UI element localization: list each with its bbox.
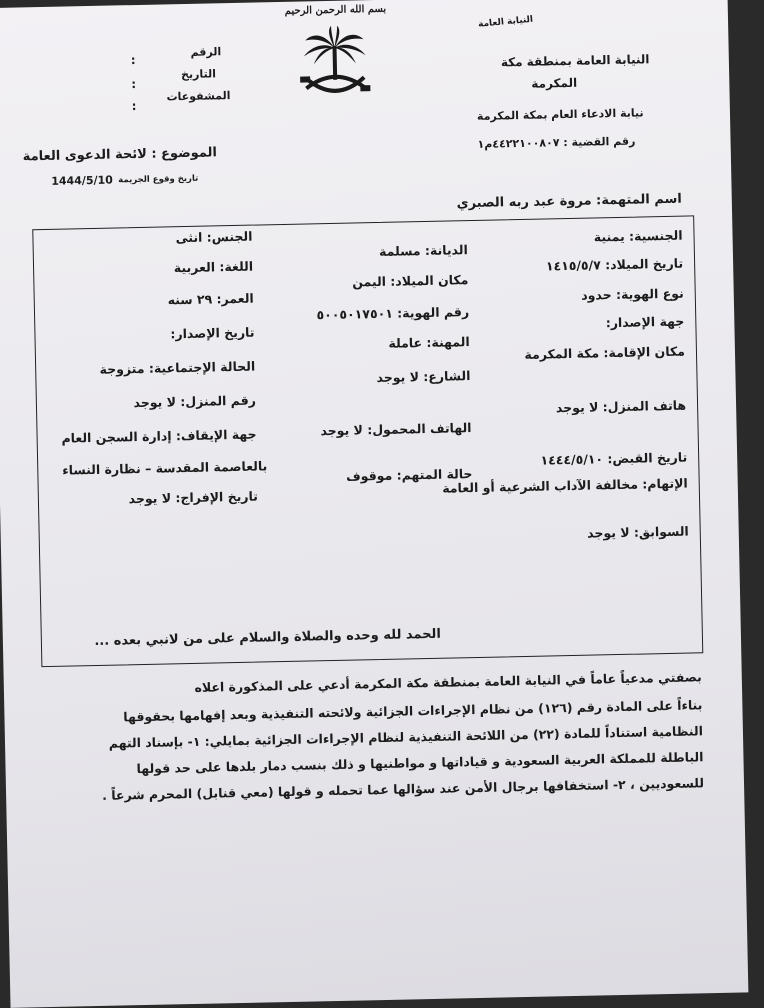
gender: الجنس: انثى xyxy=(175,228,253,246)
birth-place: مكان الميلاد: اليمن xyxy=(352,272,469,290)
language: اللغة: العربية xyxy=(173,258,254,276)
nationality: الجنسية: يمنية xyxy=(593,227,683,245)
org-line2: المكرمة xyxy=(531,75,578,91)
mobile: الهاتف المحمول: لا يوجد xyxy=(320,420,472,439)
home-number: رقم المنزل: لا يوجد xyxy=(133,392,257,411)
attachments-colon: : xyxy=(131,99,137,114)
release-date: تاريخ الإفراج: لا يوجد xyxy=(128,488,259,507)
body-line-6: للسعوديين ، ٢- استخفافها برجال الأمن عند سؤالها عما تحمله و قولها (معي قنابل) المحرم شرعاً . xyxy=(101,775,705,803)
ref-label: الرقم xyxy=(190,45,222,59)
org-line3: نيابة الادعاء العام بمكة المكرمة xyxy=(476,106,644,123)
subject: الموضوع : لائحة الدعوى العامة xyxy=(22,145,218,165)
issue-place: جهة الإصدار: xyxy=(605,313,685,331)
date-label: التاريخ xyxy=(180,67,217,82)
body-line-1: الحمد لله وحده والصلاة والسلام على من لانبي بعده ... xyxy=(94,626,441,650)
body-line-4: النظامية استناداً للمادة (٢٢) من اللائحة التنفيذية لنظام الإجراءات الجزائية بمايلي: ١- بإسناد التهم xyxy=(108,723,704,751)
id-type: نوع الهوية: حدود xyxy=(581,285,684,303)
occupation: المهنة: عاملة xyxy=(388,334,470,351)
arrest-date: تاريخ القبض: ١٤٤٤/٥/١٠ xyxy=(540,449,688,468)
body-line-2: بصفتي مدعياً عاماً في النيابة العامة بمنطقة مكة المكرمة أدعي على المذكورة اعلاه xyxy=(194,669,702,695)
accused-name: اسم المتهمة: مروة عبد ربه الصبري xyxy=(456,191,682,212)
id-number: رقم الهوية: ٥٠٠٥٠١٧٥٠١ xyxy=(316,304,470,323)
home-phone: هاتف المنزل: لا يوجد xyxy=(555,397,687,416)
body-line-3: بناءاً على المادة رقم (١٢٦) من نظام الإجراءات الجزائية ولائحته التنفيذية وبعد إفهامها بحقوقها xyxy=(123,697,703,725)
attachments-label: المشفوعات xyxy=(166,89,231,104)
status: حالة المتهم: موقوف xyxy=(346,466,473,484)
birth-date: تاريخ الميلاد: ١٤١٥/٥/٧ xyxy=(545,255,684,274)
seal-handwriting: النيابة العامة xyxy=(477,14,534,30)
org-line1: النيابة العامة بمنطقة مكة xyxy=(500,52,650,70)
priors: السوابق: لا يوجد xyxy=(587,523,689,541)
ref-colon: : xyxy=(130,53,136,68)
marital-status: الحالة الإجتماعية: متزوجة xyxy=(99,358,256,377)
date-colon: : xyxy=(131,77,137,92)
body-line-5: الباطلة للمملكة العربية السعودية و قياداتها و مواطنيها و ذلك بنسب دمار بلدها على حد قولها xyxy=(136,749,704,777)
religion: الديانة: مسلمة xyxy=(378,242,468,259)
crime-date: 1444/5/10 xyxy=(51,173,114,188)
charge: الإتهام: مخالفة الآداب الشرعية أو العامة xyxy=(442,475,688,496)
case-number: رقم القضية : ٤٤٢٢١٠٠٨٠٧م١ xyxy=(477,134,636,151)
arrest-authority-2: بالعاصمة المقدسة – نظارة النساء xyxy=(62,458,268,478)
saudi-emblem-icon xyxy=(295,25,375,102)
residence: مكان الإقامة: مكة المكرمة xyxy=(524,343,686,362)
arrest-authority: جهة الإيقاف: إدارة السجن العام xyxy=(61,426,257,446)
crime-date-label: تاريخ وقوع الجريمة xyxy=(118,173,199,186)
age: العمر: ٢٩ سنه xyxy=(167,290,254,308)
basmala: بسم الله الرحمن الرحيم xyxy=(284,3,387,17)
issue-date: تاريخ الإصدار: xyxy=(170,324,255,342)
street: الشارع: لا يوجد xyxy=(376,368,471,386)
